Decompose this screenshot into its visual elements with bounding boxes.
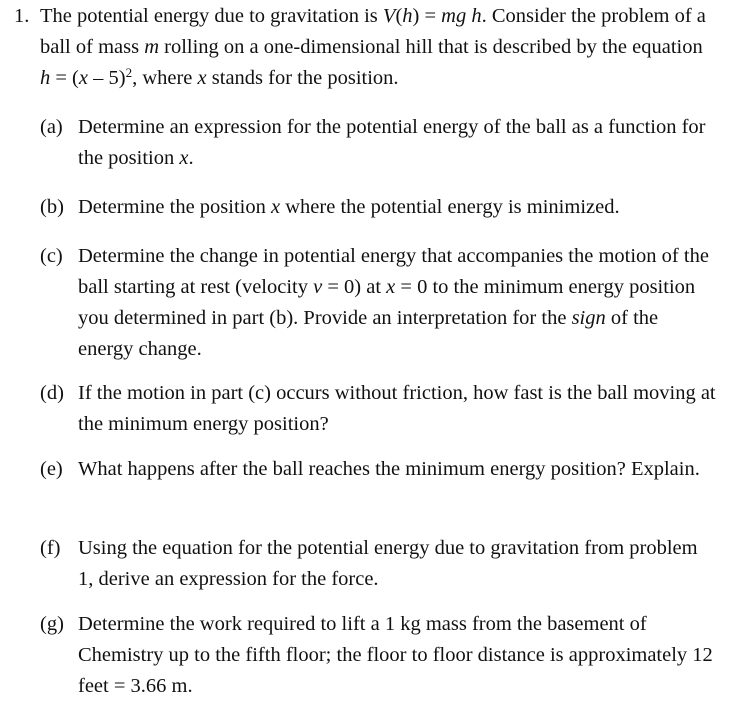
- part-label: (c): [40, 245, 63, 267]
- part-g: [40, 609, 720, 702]
- part-label: (a): [40, 116, 63, 138]
- part-label: (b): [40, 196, 64, 218]
- problem-1: [14, 1, 714, 94]
- part-text: If the motion in part (c) occurs without friction, how fast is the ball moving at the minimum energy position?: [78, 382, 716, 435]
- part-text: Using the equation for the potential energy due to gravitation from problem 1, derive an expression for the force.: [78, 537, 698, 590]
- part-f: [40, 533, 720, 595]
- part-label: (g): [40, 613, 64, 635]
- part-text: Determine the work required to lift a 1 kg mass from the basement of Chemistry up to the fifth floor; the floor to floor distance is approximately 12 feet = 3.66 m.: [78, 613, 713, 697]
- part-text: What happens after the ball reaches the minimum energy position? Explain.: [78, 458, 700, 480]
- part-label: (e): [40, 458, 63, 480]
- part-c: [40, 241, 720, 365]
- part-label: (f): [40, 537, 61, 559]
- part-text: Determine the position x where the potential energy is minimized.: [78, 196, 620, 218]
- problem-intro: The potential energy due to gravitation is V(h) = mg h. Consider the problem of a ball of mass m rolling on a one-dimensional hill that is described by the equation h = (x – 5)$^2$, where x stands for the position.: [40, 5, 706, 89]
- part-text: Determine the change in potential energy that accompanies the motion of the ball starting at rest (velocity v = 0) at x = 0 to the minimum energy position you determined in part (b). Provide an interpretation for the sign of the energy change.: [78, 245, 709, 360]
- part-d: [40, 378, 720, 440]
- part-label: (d): [40, 382, 64, 404]
- part-e: [40, 454, 720, 485]
- part-b: [40, 192, 720, 223]
- part-text: Determine an expression for the potential energy of the ball as a function for the position x.: [78, 116, 706, 169]
- part-a: [40, 112, 720, 174]
- problem-number: 1.: [14, 5, 30, 27]
